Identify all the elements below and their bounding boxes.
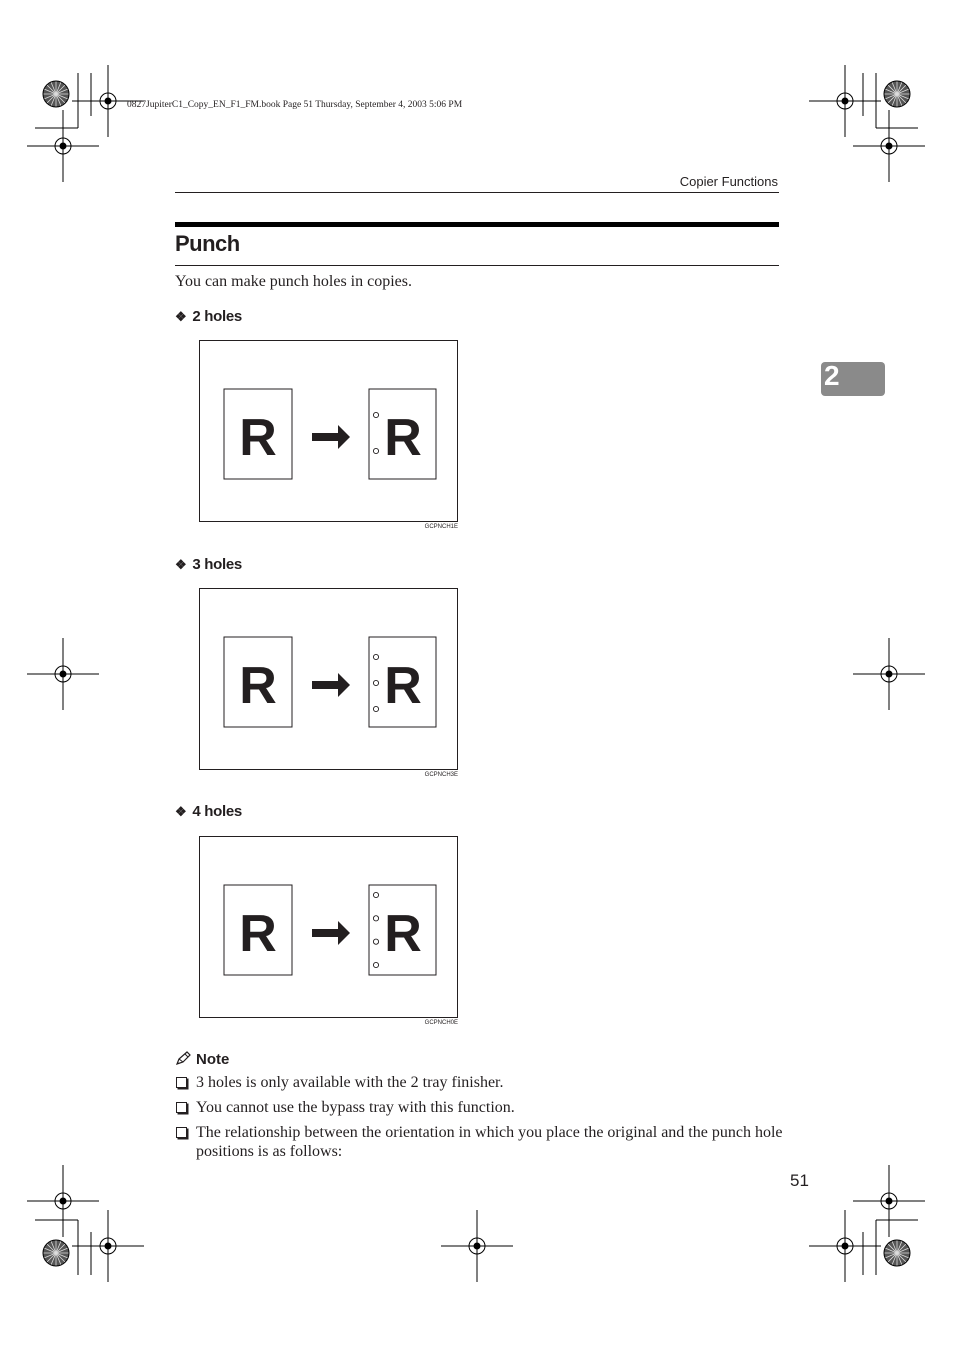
punch-hole: [373, 892, 378, 897]
punch-hole: [373, 680, 378, 685]
copy-letter: R: [384, 905, 422, 963]
punch-diagram: [200, 341, 457, 521]
punch-figure: [199, 340, 458, 522]
checkbox-bullet-icon: [176, 1077, 187, 1088]
note-heading: [175, 1051, 229, 1070]
running-head: Copier Functions: [679, 174, 778, 189]
note-item-text: You cannot use the bypass tray with this function.: [196, 1099, 515, 1116]
book-info-line: 0827JupiterC1_Copy_EN_F1_FM.book Page 51 Thursday, September 4, 2003 5:06 PM: [127, 100, 463, 110]
figure-code: GCPNCH0E: [424, 1020, 458, 1026]
punch-hole: [373, 916, 378, 921]
note-heading-text: Note: [196, 1051, 230, 1068]
diamond-bullet-icon: ❖: [175, 557, 187, 572]
section-title: Punch: [175, 231, 240, 256]
option-heading: [175, 556, 242, 573]
diamond-bullet-icon: ❖: [175, 804, 187, 819]
original-letter: R: [239, 657, 277, 715]
figure-code: GCPNCH1E: [424, 524, 458, 530]
punch-hole: [373, 412, 378, 417]
original-letter: R: [239, 905, 277, 963]
note-item: [175, 1123, 785, 1161]
arrow-right-icon: [312, 425, 350, 449]
copy-letter: R: [384, 657, 422, 715]
punch-diagram: [200, 837, 457, 1017]
option-heading: [175, 803, 242, 820]
diamond-bullet-icon: ❖: [175, 309, 187, 324]
section-intro: You can make punch holes in copies.: [175, 273, 412, 290]
note-list: [175, 1073, 785, 1167]
note-item: [175, 1098, 785, 1117]
checkbox-bullet-icon: [176, 1127, 187, 1138]
pencil-icon: [175, 1051, 192, 1070]
option-label: 4 holes: [192, 803, 242, 820]
option-label: 3 holes: [192, 556, 242, 573]
copy-letter: R: [384, 409, 422, 467]
punch-hole: [373, 448, 378, 453]
note-item: [175, 1073, 785, 1092]
note-item-text: The relationship between the orientation in which you place the original and the punch hole positions is as follows:: [196, 1124, 783, 1160]
punch-figure: [199, 588, 458, 770]
punch-hole: [373, 706, 378, 711]
note-item-text: 3 holes is only available with the 2 tray finisher.: [196, 1074, 504, 1091]
punch-figure: [199, 836, 458, 1018]
punch-hole: [373, 654, 378, 659]
original-letter: R: [239, 409, 277, 467]
arrow-right-icon: [312, 673, 350, 697]
header-rule: [175, 192, 779, 193]
arrow-right-icon: [312, 921, 350, 945]
title-rule: [175, 265, 779, 266]
option-label: 2 holes: [192, 308, 242, 325]
punch-diagram: [200, 589, 457, 769]
punch-hole: [373, 962, 378, 967]
chapter-tab-number: 2: [824, 360, 840, 391]
option-heading: [175, 308, 242, 325]
figure-code: GCPNCH3E: [424, 772, 458, 778]
page-number: 51: [790, 1171, 809, 1190]
checkbox-bullet-icon: [176, 1102, 187, 1113]
title-bar: [175, 222, 779, 227]
punch-hole: [373, 939, 378, 944]
